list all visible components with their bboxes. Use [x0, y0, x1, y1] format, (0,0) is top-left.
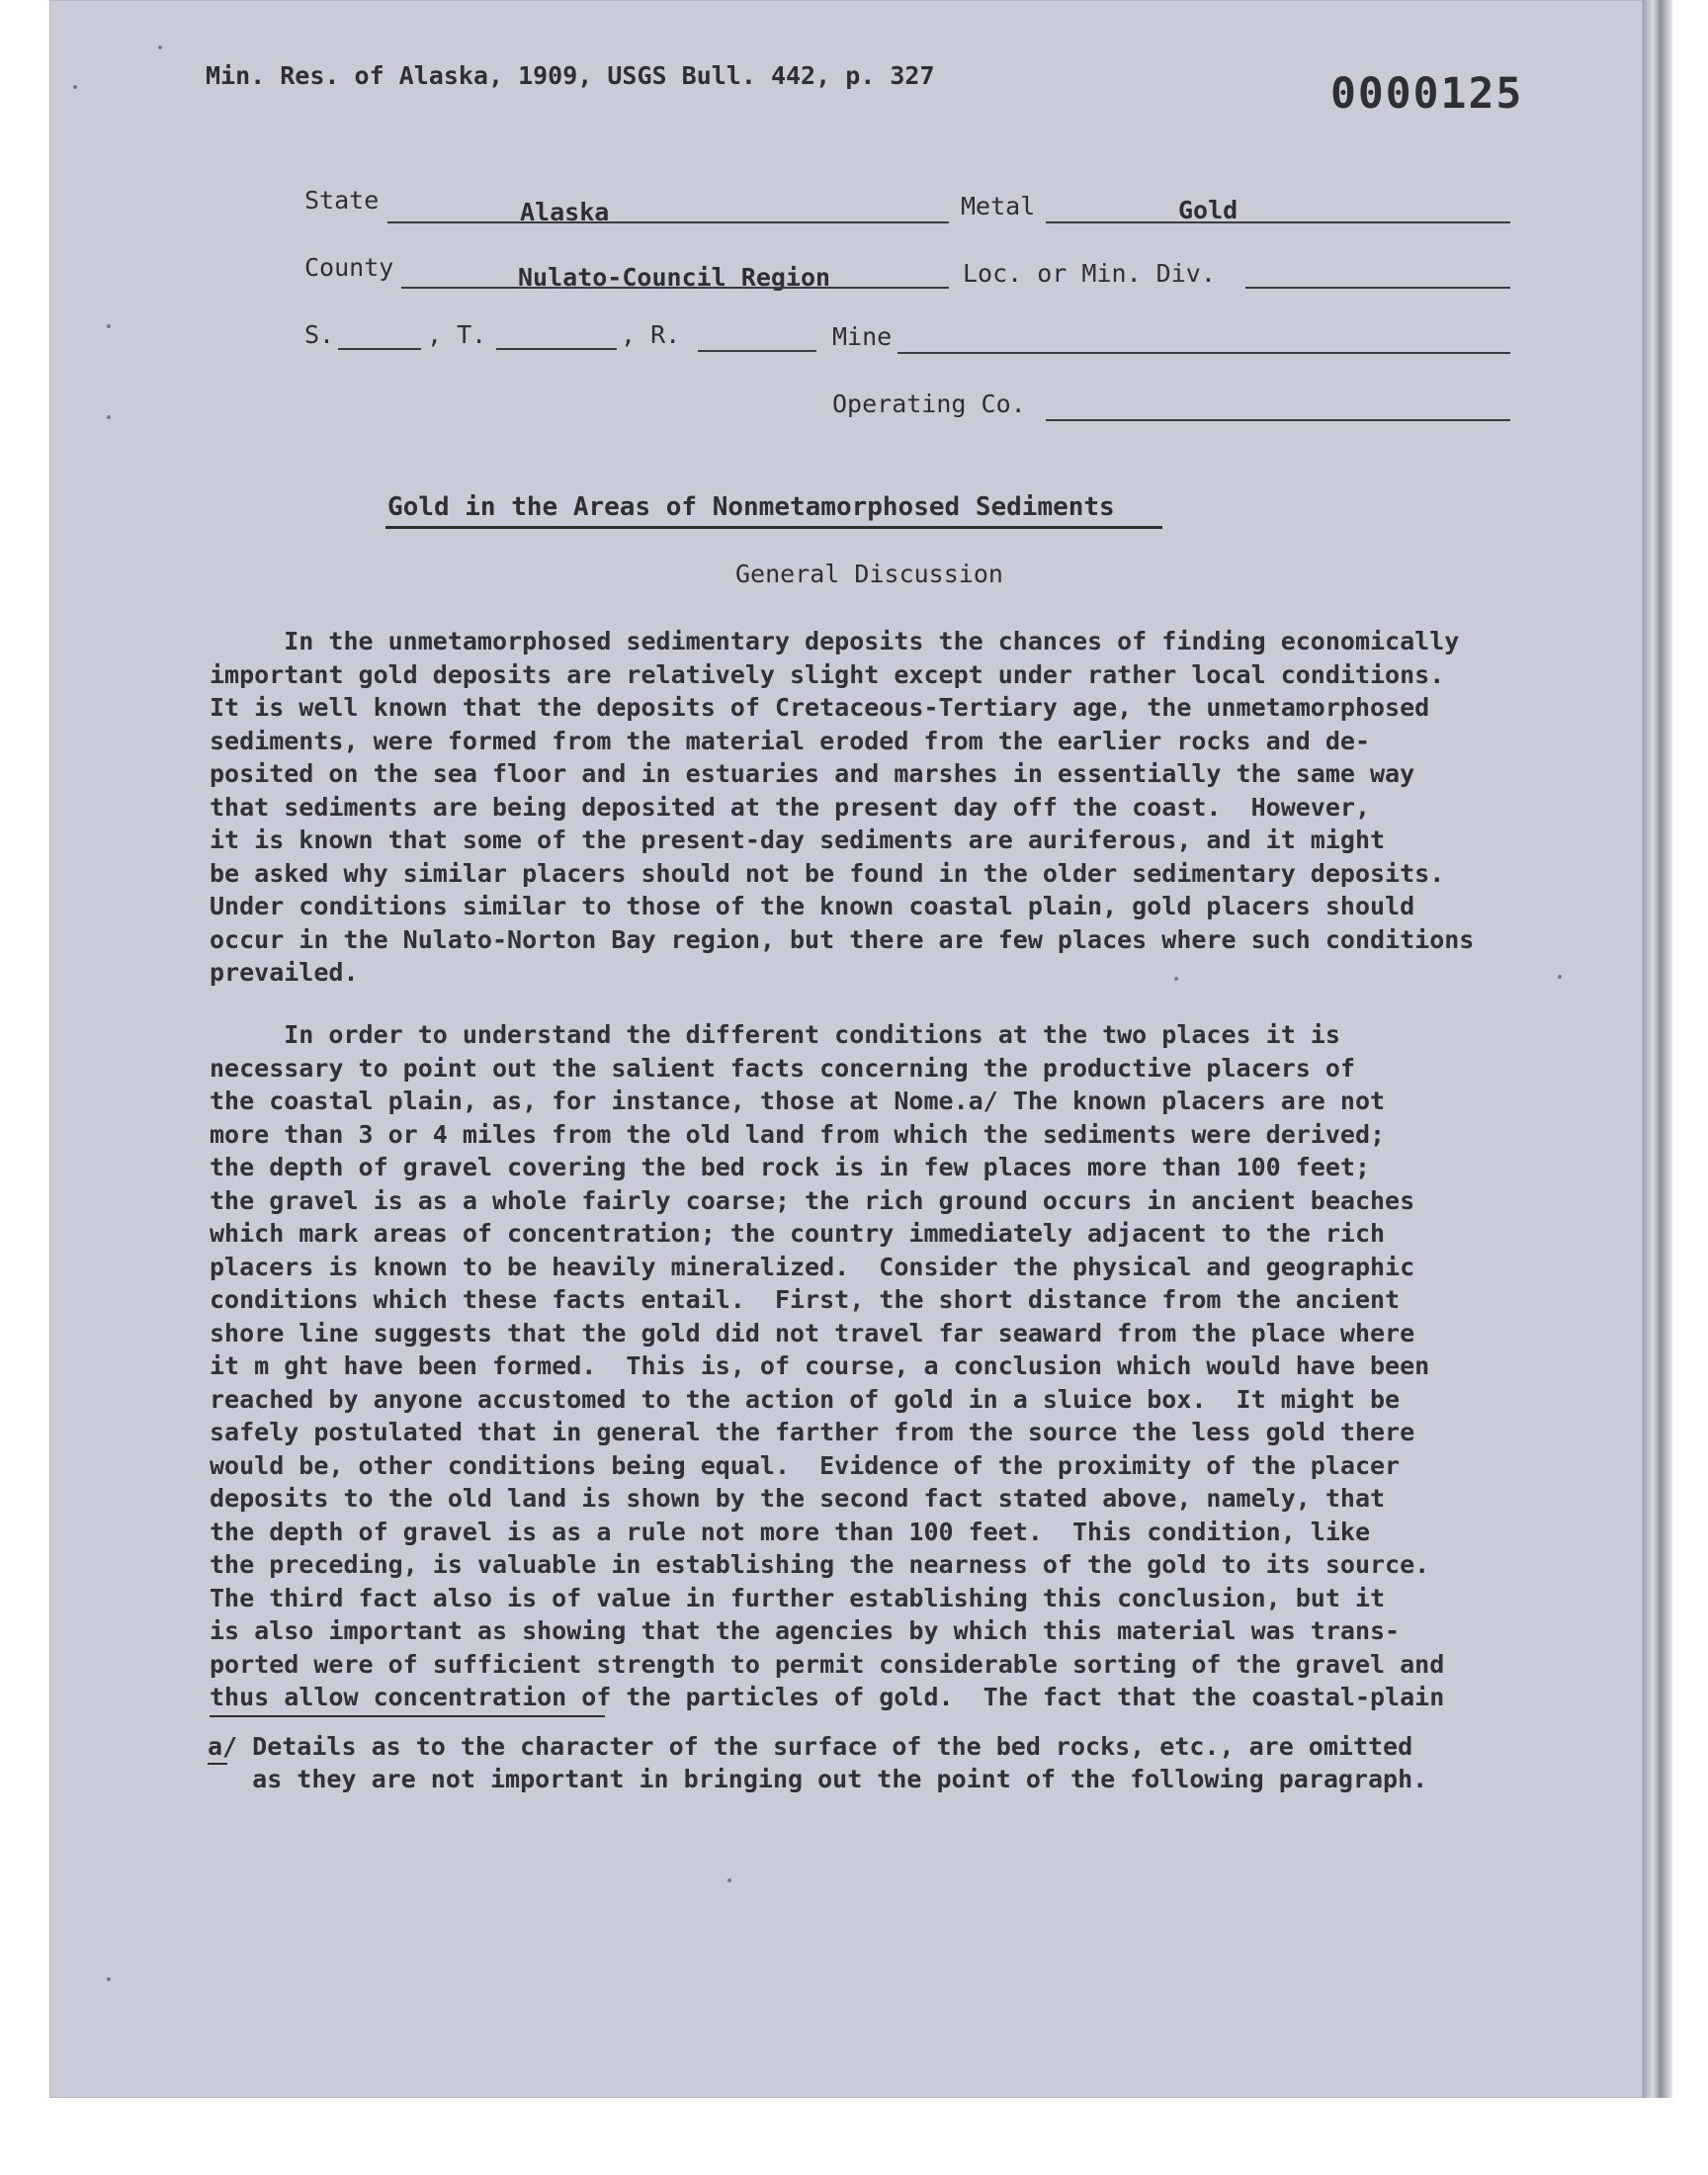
state-field-line: [387, 221, 949, 223]
footnote-line: as they are not important in bringing out the point of the following paragraph.: [208, 1765, 1428, 1793]
paragraph-line: is also important as showing that the agencies by which this material was trans-: [210, 1616, 1401, 1645]
section-field-line: [338, 348, 421, 350]
locdiv-label: Loc. or Min. Div.: [963, 259, 1216, 288]
footnote-line: a/ Details as to the character of the surface of the bed rocks, etc., are omitted: [208, 1732, 1413, 1761]
scan-speck: [107, 1977, 111, 1981]
state-value: Alaska: [520, 198, 610, 226]
scan-speck: [1174, 977, 1178, 981]
scan-speck: [1558, 975, 1562, 979]
metal-field-line: [1046, 221, 1510, 223]
county-value: Nulato-Council Region: [518, 263, 831, 292]
handwritten-underline: [210, 1715, 605, 1717]
footnote-mark-underline: [208, 1763, 227, 1765]
paragraph-line: it is known that some of the present-day sediments are auriferous, and it might: [210, 826, 1386, 854]
state-label: State: [304, 186, 380, 215]
section-label: S.: [304, 320, 335, 349]
range-label: , R.: [621, 320, 681, 349]
paragraph-2: [210, 1018, 1444, 1714]
paragraph-line: shore line suggests that the gold did not travel far seaward from the place where: [210, 1318, 1415, 1348]
paragraph-line: conditions which these facts entail. First, the short distance from the ancient: [210, 1285, 1401, 1314]
section-title: Gold in the Areas of Nonmetamorphosed Sediments: [387, 492, 1115, 522]
operating-co-label: Operating Co.: [832, 390, 1026, 418]
paragraph-line: posited on the sea floor and in estuaries and marshes in essentially the same way: [210, 759, 1415, 788]
paragraph-1: [210, 625, 1474, 990]
county-field-line: [401, 287, 949, 289]
paragraph-line: the depth of gravel is as a rule not more than 100 feet. This condition, like: [210, 1517, 1370, 1546]
paragraph-line: be asked why similar placers should not be found in the older sedimentary deposits.: [210, 858, 1445, 888]
title-underline: [385, 526, 1162, 529]
scan-speck: [107, 324, 111, 328]
scan-speck: [107, 415, 111, 419]
citation-header: Min. Res. of Alaska, 1909, USGS Bull. 442, p. 327: [206, 61, 935, 90]
paragraph-line: It is well known that the deposits of Cretaceous-Tertiary age, the unmetamorphosed: [210, 693, 1430, 722]
paragraph-line: deposits to the old land is shown by the second fact stated above, namely, that: [210, 1484, 1386, 1513]
paragraph-line: In the unmetamorphosed sedimentary deposits the chances of finding economically: [210, 627, 1460, 655]
paragraph-line: it m ght have been formed. This is, of course, a conclusion which would have been: [210, 1351, 1430, 1380]
paragraph-line: the depth of gravel covering the bed rock is in few places more than 100 feet;: [210, 1153, 1370, 1181]
mine-label: Mine: [832, 322, 893, 351]
paragraph-line: would be, other conditions being equal. Evidence of the proximity of the placer: [210, 1450, 1401, 1480]
mine-field-line: [897, 352, 1510, 354]
paragraph-line: important gold deposits are relatively slight except under rather local conditions.: [210, 659, 1445, 689]
metal-label: Metal: [961, 192, 1036, 220]
scan-speck: [727, 1878, 731, 1882]
paragraph-line: necessary to point out the salient facts concerning the productive placers of: [210, 1053, 1355, 1083]
paragraph-line: the preceding, is valuable in establishing the nearness of the gold to its source.: [210, 1550, 1430, 1579]
township-field-line: [496, 348, 617, 350]
paragraph-line: In order to understand the different conditions at the two places it is: [210, 1020, 1340, 1049]
paragraph-line: placers is known to be heavily mineralized. Consider the physical and geographic: [210, 1252, 1415, 1281]
scan-speck: [73, 85, 77, 89]
operating-co-field-line: [1046, 419, 1510, 421]
metal-value: Gold: [1178, 196, 1238, 224]
paragraph-line: the coastal plain, as, for instance, those at Nome.a/ The known placers are not: [210, 1087, 1386, 1115]
section-subtitle: General Discussion: [735, 560, 1003, 588]
footnote: [208, 1730, 1427, 1795]
paragraph-line: reached by anyone accustomed to the action of gold in a sluice box. It might be: [210, 1384, 1401, 1414]
paragraph-line: sediments, were formed from the material eroded from the earlier rocks and de-: [210, 726, 1370, 755]
township-label: , T.: [427, 320, 487, 349]
locdiv-field-line: [1245, 287, 1510, 289]
paragraph-line: the gravel is as a whole fairly coarse; the rich ground occurs in ancient beaches: [210, 1185, 1415, 1215]
paragraph-line: occur in the Nulato-Norton Bay region, but there are few places where such conditions: [210, 924, 1475, 954]
paragraph-line: Under conditions similar to those of the known coastal plain, gold placers should: [210, 892, 1415, 920]
paragraph-line: that sediments are being deposited at the present day off the coast. However,: [210, 792, 1370, 822]
scan-speck: [158, 45, 162, 49]
paragraph-line: ported were of sufficient strength to permit considerable sorting of the gravel and: [210, 1649, 1445, 1679]
county-label: County: [304, 253, 394, 282]
document-number: 0000125: [1330, 69, 1524, 119]
paragraph-line: The third fact also is of value in further establishing this conclusion, but it: [210, 1583, 1386, 1612]
paragraph-line: safely postulated that in general the farther from the source the less gold there: [210, 1418, 1415, 1446]
paragraph-line: which mark areas of concentration; the country immediately adjacent to the rich: [210, 1219, 1386, 1248]
paragraph-line: prevailed.: [210, 958, 359, 987]
range-field-line: [698, 350, 816, 352]
paragraph-line: thus allow concentration of the particles of gold. The fact that the coastal-plain: [210, 1683, 1445, 1711]
paragraph-line: more than 3 or 4 miles from the old land from which the sediments were derived;: [210, 1119, 1386, 1149]
page-edge: [1643, 0, 1672, 2098]
